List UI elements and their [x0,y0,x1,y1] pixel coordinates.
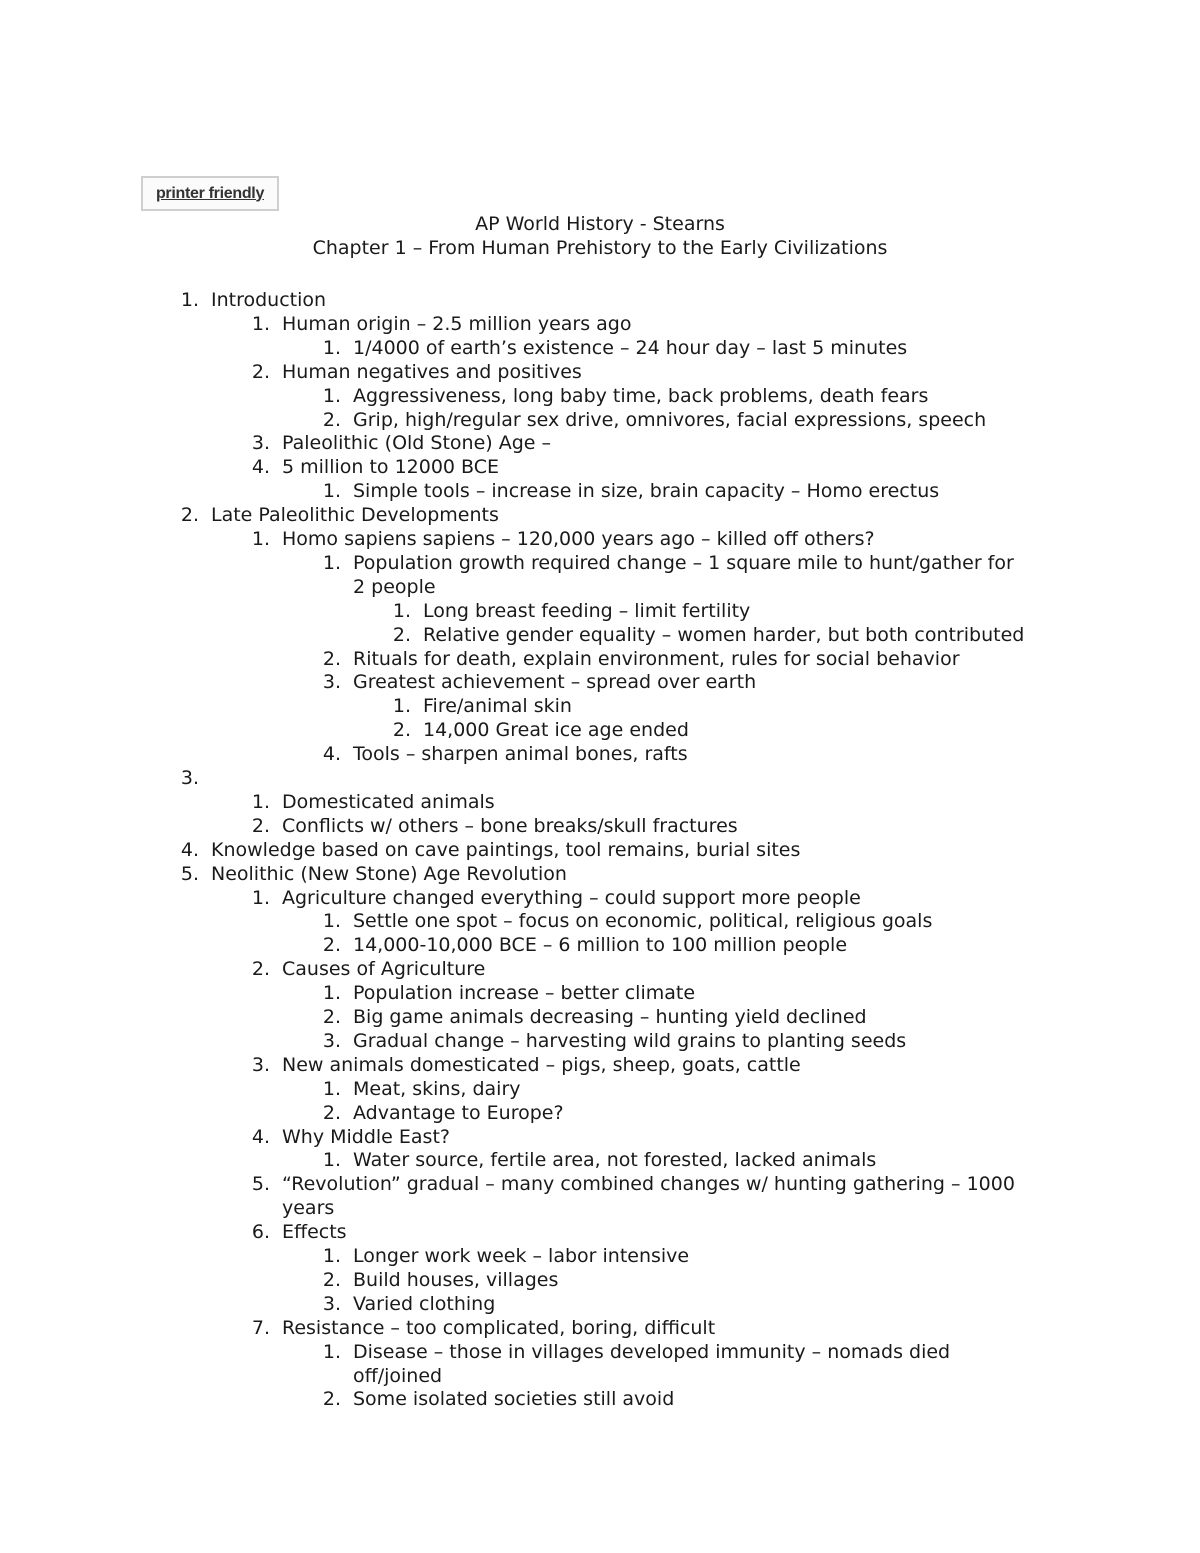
outline-item-number: 6. [251,1221,270,1244]
outline-item-text: 5 million to 12000 BCE [282,456,500,479]
outline-item-text: Human origin – 2.5 million years ago [282,312,632,335]
outline-item-number: 2. [180,504,199,527]
printer-friendly-button[interactable] [141,176,279,211]
outline-item-number: 2. [322,1101,341,1124]
outline-item-number: 1. [322,384,341,407]
outline-item-text: Agriculture changed everything – could support more people [282,886,861,909]
outline-item-number: 3. [180,767,199,789]
outline-item-number: 2. [392,719,411,742]
outline-item-text: Conflicts w/ others – bone breaks/skull fractures [282,814,738,837]
outline-item-text: Human negatives and positives [282,360,582,383]
printer-friendly-link[interactable]: printer friendly [155,184,265,202]
outline-item-number: 1. [322,336,341,359]
outline-item-text: Build houses, villages [353,1268,559,1291]
outline-item-number: 1. [251,312,270,335]
outline-item-text: New animals domesticated – pigs, sheep, goats, cattle [282,1053,801,1076]
outline-item-text: Settle one spot – focus on economic, political, religious goals [353,910,933,933]
outline-item-text: Rituals for death, explain environment, rules for social behavior [353,647,960,670]
outline-item-text: Fire/animal skin [423,695,572,718]
outline-item-number: 2. [251,814,270,837]
outline-item-text: off/joined [353,1364,443,1387]
outline-item-number: 1. [251,790,270,813]
outline-item-text: Water source, fertile area, not forested, lacked animals [353,1149,877,1172]
outline-item-text: Aggressiveness, long baby time, back problems, death fears [353,384,929,407]
outline-item-text: Grip, high/regular sex drive, omnivores, facial expressions, speech [353,408,987,431]
outline-item-number: 5. [180,862,199,885]
outline-item-number: 1. [392,695,411,718]
outline-item-text: Resistance – too complicated, boring, difficult [282,1316,716,1339]
outline-item-text: Long breast feeding – limit fertility [423,599,751,622]
outline-item-text: Late Paleolithic Developments [211,504,499,527]
outline-item-number: 1. [392,599,411,622]
outline-item-number: 1. [251,886,270,909]
outline-item-number: 4. [251,456,270,479]
outline-item-text: Population increase – better climate [353,982,696,1005]
outline-item-number: 3. [322,1029,341,1052]
outline-item-number: 2. [251,958,270,981]
outline-item-number: 2. [392,623,411,646]
outline-item-text: Simple tools – increase in size, brain capacity – Homo erectus [353,480,940,503]
outline-item-number: 4. [180,838,199,861]
outline-item-number: 7. [251,1316,270,1339]
outline-item-text: Big game animals decreasing – hunting yield declined [353,1006,867,1028]
outline-item-text: Relative gender equality – women harder, but both contributed [423,623,1025,646]
outline-item-text: Meat, skins, dairy [353,1077,521,1100]
outline-item-text: 2 people [353,575,436,598]
outline-item-number: 1. [322,982,341,1005]
outline-item-text: years [282,1197,335,1220]
outline-item-text: Paleolithic (Old Stone) Age – [282,432,552,455]
outline-item-number: 3. [322,671,341,694]
document-title: AP World History - Stearns [475,213,725,235]
outline-item-number: 2. [322,934,341,957]
document-subtitle: Chapter 1 – From Human Prehistory to the Early Civilizations [312,237,888,259]
outline-item-number: 1. [322,1077,341,1100]
outline-item-text: Homo sapiens sapiens – 120,000 years ago – killed off others? [282,528,875,550]
outline-item-number: 3. [322,1292,341,1315]
outline-item-text: Introduction [211,289,327,311]
outline-item-text: 14,000 Great ice age ended [423,719,689,742]
outline-item-text: Neolithic (New Stone) Age Revolution [211,862,567,885]
outline-item-text: Longer work week – labor intensive [353,1245,690,1267]
outline-item-text: “Revolution” gradual – many combined changes w/ hunting gathering – 1000 [282,1173,1015,1196]
outline-item-number: 2. [322,647,341,670]
outline-item-number: 2. [322,408,341,431]
outline-item-text: Domesticated animals [282,790,495,813]
outline-item-number: 3. [251,432,270,455]
outline-item-text: Disease – those in villages developed immunity – nomads died [353,1340,951,1363]
outline-item-number: 1. [322,480,341,503]
outline-item-number: 4. [322,743,341,766]
outline-item-number: 1. [180,289,199,311]
outline-item-number: 1. [251,528,270,550]
outline-item-number: 1. [322,910,341,933]
outline-item-text: Tools – sharpen animal bones, rafts [353,743,688,766]
outline-item-number: 2. [322,1006,341,1028]
outline-item-text: Why Middle East? [282,1125,450,1148]
outline-item-number: 1. [322,1149,341,1172]
outline-item-number: 2. [322,1388,341,1411]
outline-item-number: 2. [322,1268,341,1291]
outline-item-number: 5. [251,1173,270,1196]
outline-item-number: 1. [322,1245,341,1267]
outline-item-text: Effects [282,1221,347,1244]
outline-item-number: 3. [251,1053,270,1076]
outline-item-number: 1. [322,1340,341,1363]
outline-item-number: 1. [322,551,341,574]
outline-item-text: Gradual change – harvesting wild grains to planting seeds [353,1029,907,1052]
outline-item-text: 1/4000 of earth’s existence – 24 hour day – last 5 minutes [353,336,908,359]
outline-item-number: 2. [251,360,270,383]
outline-item-text: Greatest achievement – spread over earth [353,671,757,694]
outline-item-number: 4. [251,1125,270,1148]
outline-item-text: Causes of Agriculture [282,958,486,981]
outline-item-text: Knowledge based on cave paintings, tool remains, burial sites [211,838,801,861]
outline-item-text: Varied clothing [353,1292,496,1315]
outline-item-text: Advantage to Europe? [353,1101,564,1124]
outline-item-text: 14,000-10,000 BCE – 6 million to 100 million people [353,934,848,957]
outline-item-text: Population growth required change – 1 square mile to hunt/gather for [353,551,1014,574]
outline-item-text: Some isolated societies still avoid [353,1388,675,1411]
